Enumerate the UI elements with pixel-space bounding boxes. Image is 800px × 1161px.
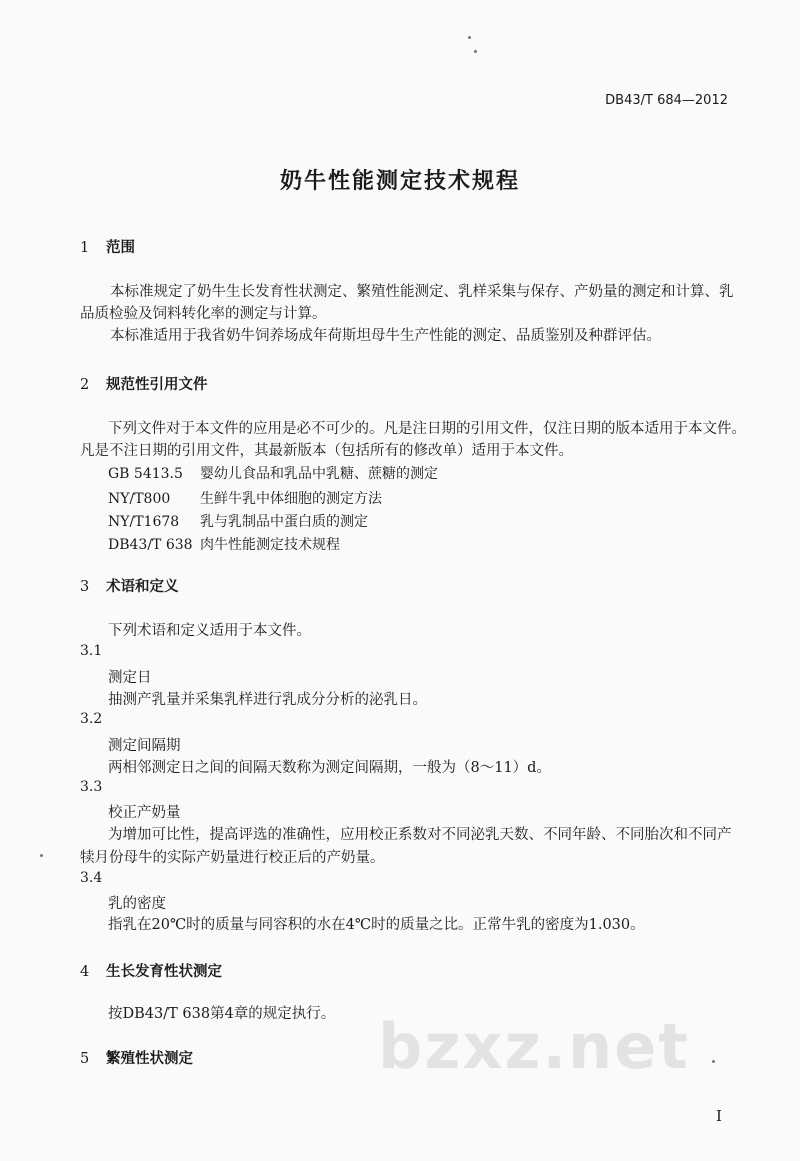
term-definition: 指乳在20℃时的质量与同容积的水在4℃时的质量之比。正常牛乳的密度为1.030。	[108, 917, 645, 933]
reference-code: GB 5413.5	[108, 466, 183, 482]
paragraph: 本标准适用于我省奶牛饲养场成年荷斯坦母牛生产性能的测定、品质鉴别及种群评估。	[110, 328, 661, 344]
section-number: 4	[80, 964, 90, 980]
section-title: 生长发育性状测定	[106, 963, 222, 980]
standard-code: DB43/T 684—2012	[605, 93, 728, 108]
scan-speck	[468, 36, 471, 39]
term-number: 3.1	[80, 643, 103, 659]
reference-title: 肉牛性能测定技术规程	[200, 537, 340, 553]
term-definition: 犊月份母牛的实际产奶量进行校正后的产奶量。	[80, 850, 385, 866]
term-number: 3.3	[80, 779, 103, 795]
reference-title: 乳与乳制品中蛋白质的测定	[200, 514, 368, 530]
section-title: 范围	[106, 239, 135, 256]
scan-speck	[474, 50, 477, 53]
term-name: 测定日	[108, 670, 152, 686]
term-definition: 为增加可比性，提高评选的准确性，应用校正系数对不同泌乳天数、不同年龄、不同胎次和不同产	[108, 827, 732, 843]
term-definition: 两相邻测定日之间的间隔天数称为测定间隔期，一般为（8～11）d。	[108, 760, 551, 776]
paragraph: 品质检验及饲料转化率的测定与计算。	[80, 306, 327, 322]
section-3-heading	[80, 575, 179, 596]
section-number: 1	[80, 240, 90, 256]
section-4-heading	[80, 960, 222, 981]
section-number: 2	[80, 377, 90, 393]
watermark: bzxz.net	[378, 1010, 690, 1083]
reference-item	[108, 488, 382, 508]
reference-item	[108, 463, 438, 483]
section-title: 规范性引用文件	[106, 376, 208, 393]
reference-code: NY/T800	[108, 491, 171, 507]
term-name: 校正产奶量	[108, 805, 181, 821]
term-name: 测定间隔期	[108, 738, 181, 754]
paragraph: 下列术语和定义适用于本文件。	[108, 623, 311, 639]
section-1-heading	[80, 236, 135, 257]
section-title: 术语和定义	[106, 578, 179, 595]
page-number: I	[716, 1107, 722, 1125]
scan-speck	[40, 854, 43, 857]
reference-title: 婴幼儿食品和乳品中乳糖、蔗糖的测定	[200, 466, 438, 482]
reference-title: 生鲜牛乳中体细胞的测定方法	[200, 491, 382, 507]
paragraph: 按DB43/T 638第4章的规定执行。	[108, 1006, 336, 1022]
section-number: 5	[80, 1051, 90, 1067]
paragraph: 下列文件对于本文件的应用是必不可少的。凡是注日期的引用文件，仅注日期的版本适用于本文件。	[108, 421, 746, 437]
reference-item	[108, 511, 368, 531]
document-title: 奶牛性能测定技术规程	[279, 168, 520, 194]
section-title: 繁殖性状测定	[106, 1050, 193, 1067]
term-name: 乳的密度	[108, 896, 166, 912]
reference-code: DB43/T 638	[108, 537, 193, 553]
scan-speck	[712, 1060, 715, 1063]
paragraph: 本标准规定了奶牛生长发育性状测定、繁殖性能测定、乳样采集与保存、产奶量的测定和计算、乳	[110, 284, 734, 300]
paragraph: 凡是不注日期的引用文件，其最新版本（包括所有的修改单）适用于本文件。	[80, 443, 573, 459]
term-number: 3.2	[80, 711, 103, 727]
section-5-heading	[80, 1047, 193, 1068]
term-number: 3.4	[80, 870, 103, 886]
term-definition: 抽测产乳量并采集乳样进行乳成分分析的泌乳日。	[108, 692, 427, 708]
reference-item	[108, 534, 340, 554]
reference-code: NY/T1678	[108, 514, 180, 530]
section-number: 3	[80, 579, 90, 595]
section-2-heading	[80, 373, 208, 394]
